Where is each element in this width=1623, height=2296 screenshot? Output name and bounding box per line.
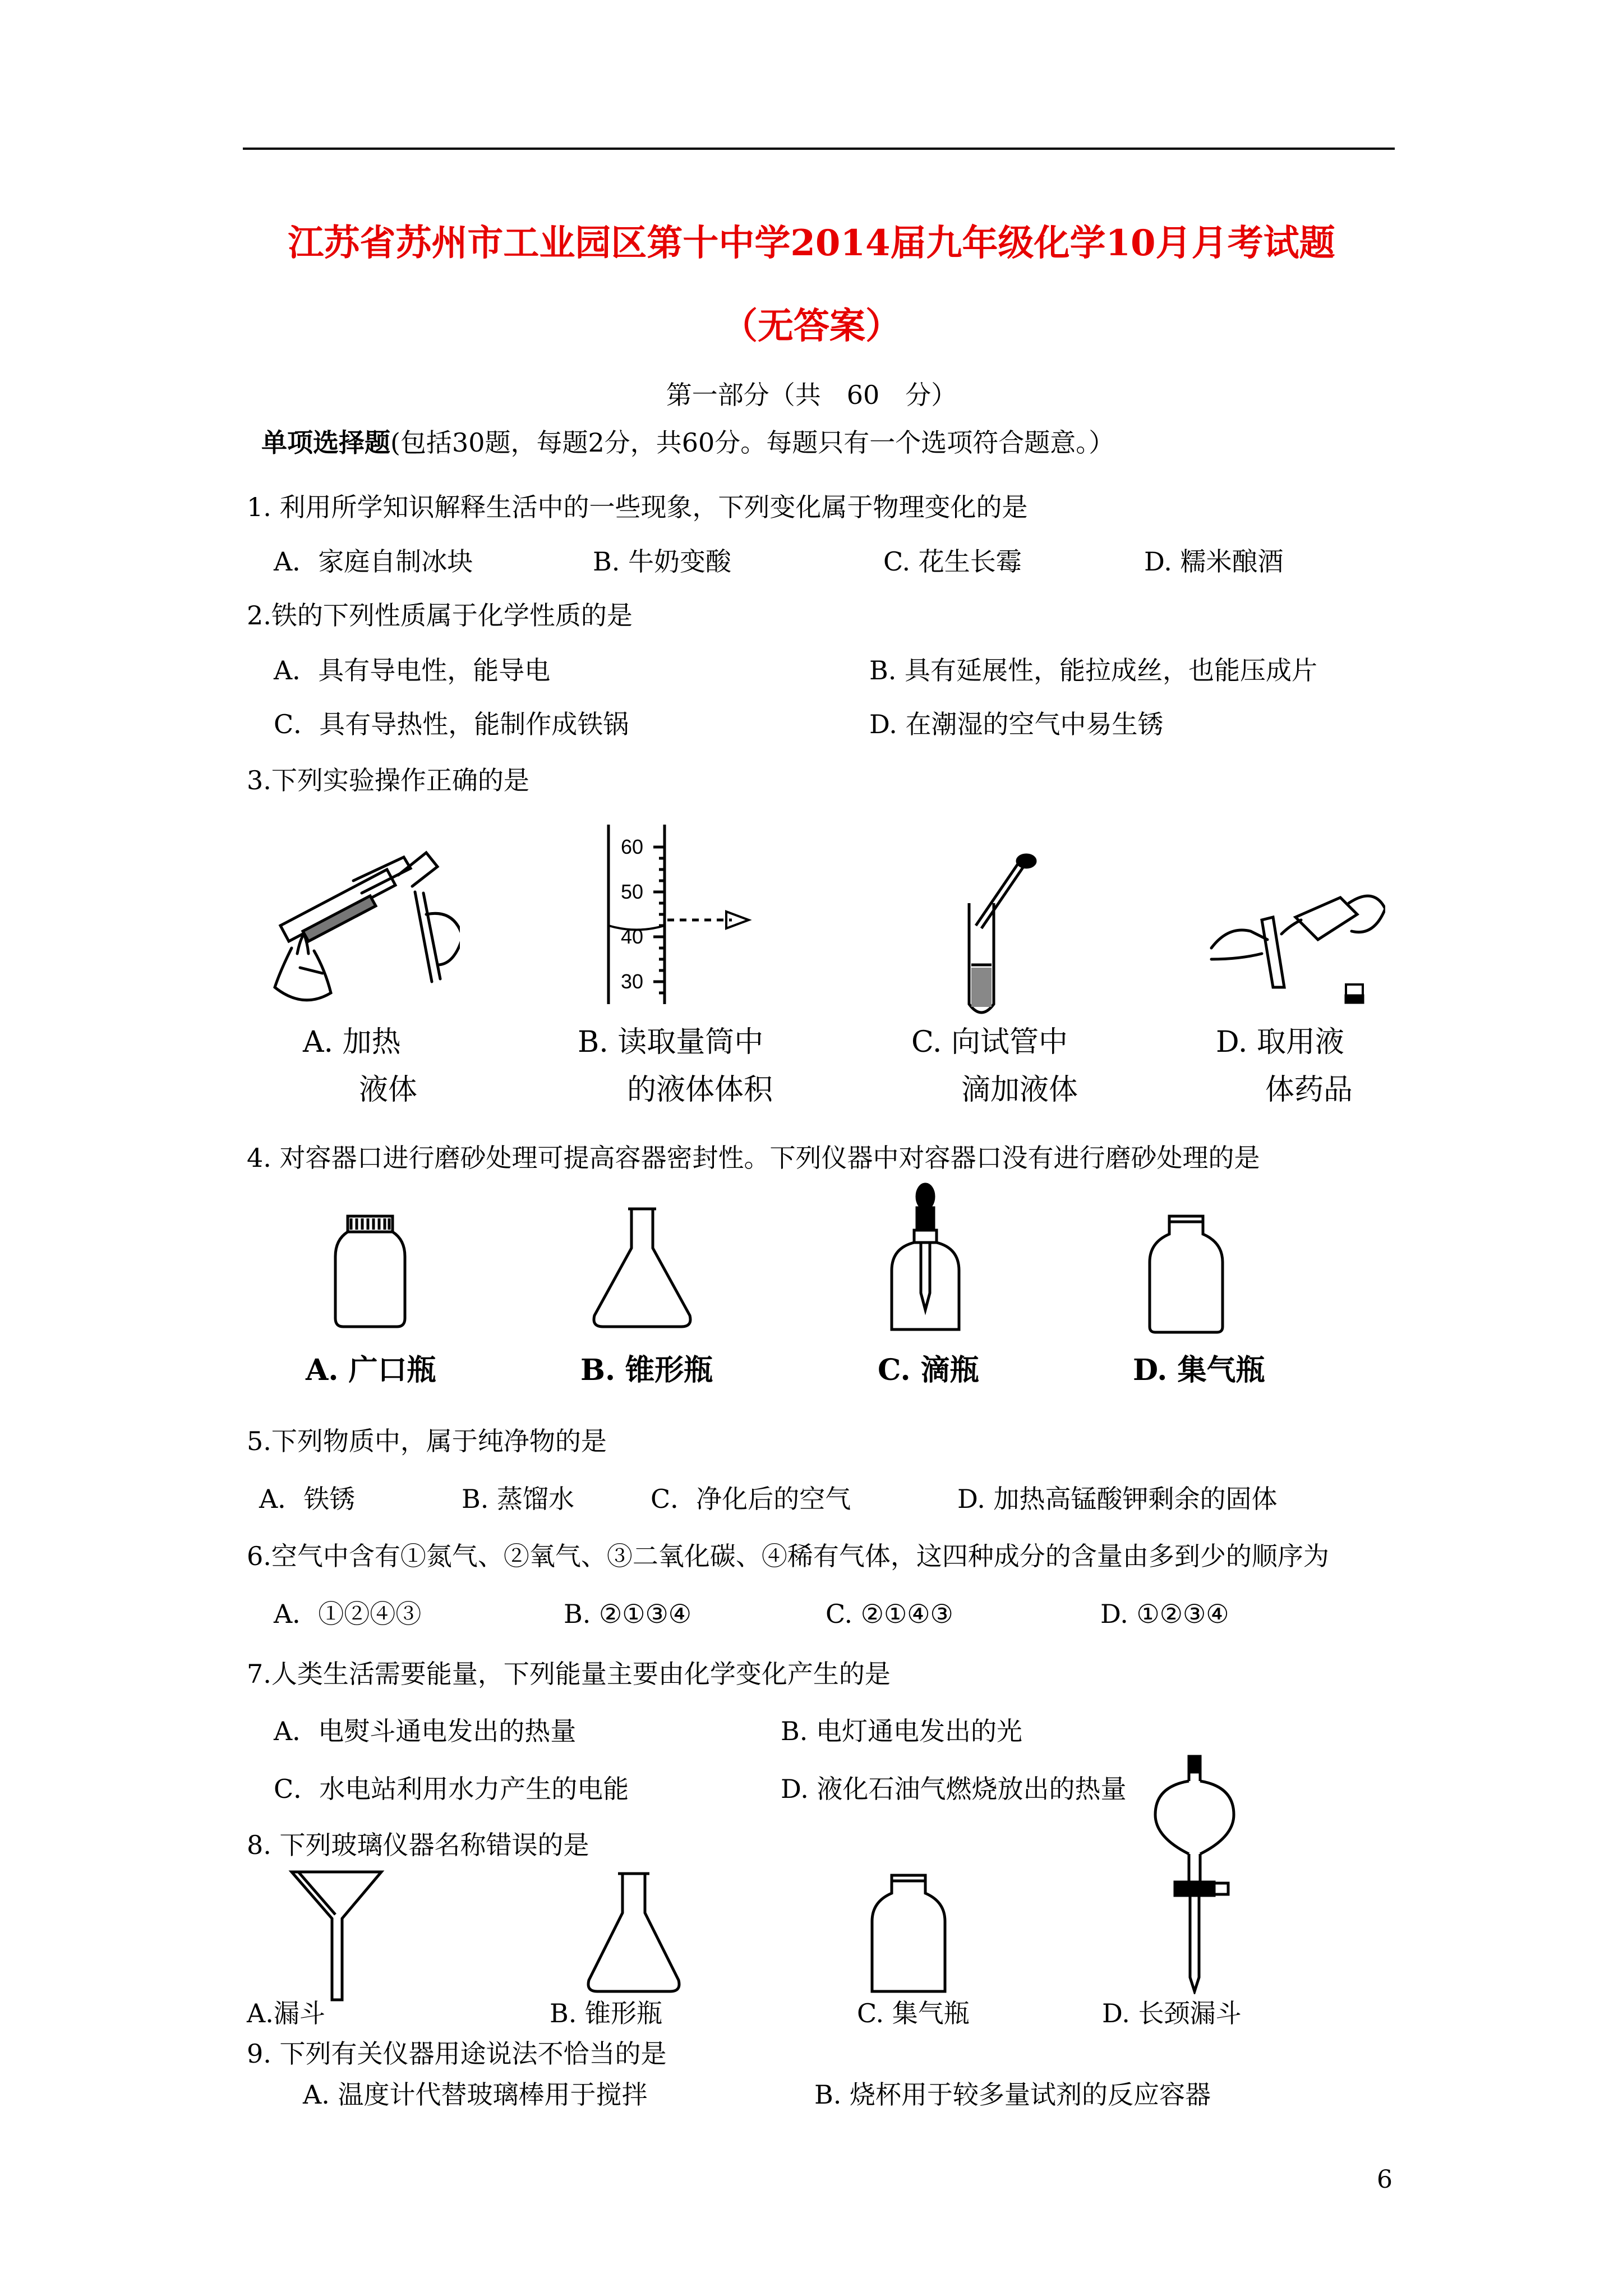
- separatory-funnel-figure: [1144, 1753, 1245, 1994]
- cylinder-tick-30: 30: [621, 970, 644, 993]
- q8-stem: 8. 下列玻璃仪器名称错误的是: [247, 1830, 589, 1860]
- pouring-liquid-figure: [1206, 886, 1385, 1021]
- cylinder-tick-50: 50: [621, 880, 644, 903]
- q2-option-b: B. 具有延展性，能拉成丝，也能压成片: [869, 655, 1318, 685]
- section-rest: (包括30题，每题2分，共60分。每题只有一个选项符合题意。）: [390, 427, 1115, 458]
- q5-option-b: B. 蒸馏水: [462, 1484, 575, 1514]
- q7-option-c: C．水电站利用水力产生的电能: [274, 1774, 629, 1804]
- q6-option-c: C. ②①④③: [826, 1599, 953, 1629]
- dropper-test-tube-figure: [953, 853, 1043, 1021]
- cylinder-tick-60: 60: [621, 835, 644, 858]
- q1-option-b: B. 牛奶变酸: [593, 546, 732, 577]
- exam-title-line2: （无答案）: [722, 305, 901, 347]
- q2-option-c: C．具有导热性，能制作成铁锅: [274, 709, 629, 739]
- q4-caption-a: A. 广口瓶: [306, 1353, 436, 1387]
- q3-caption-d1: D. 取用液: [1216, 1025, 1344, 1059]
- q7-stem: 7.人类生活需要能量，下列能量主要由化学变化产生的是: [247, 1659, 891, 1689]
- section-instructions: [261, 426, 1114, 459]
- q6-option-d: D. ①②③④: [1100, 1599, 1229, 1629]
- q1-option-d: D. 糯米酿酒: [1144, 546, 1284, 577]
- q2-option-d: D. 在潮湿的空气中易生锈: [869, 709, 1164, 739]
- dropper-bottle-figure: [886, 1181, 965, 1338]
- q7-option-b: B. 电灯通电发出的光: [781, 1716, 1023, 1746]
- funnel-figure: [286, 1865, 387, 2005]
- wide-mouth-bottle-figure: [331, 1212, 409, 1329]
- q3-caption-d2: 体药品: [1265, 1073, 1353, 1107]
- q6-option-a: A．①②④③: [274, 1599, 422, 1629]
- section-label: 单项选择题: [261, 427, 390, 458]
- q3-stem: 3.下列实验操作正确的是: [247, 765, 529, 795]
- exam-title-line1: 江苏省苏州市工业园区第十中学2014届九年级化学10月月考试题: [288, 222, 1335, 264]
- q5-option-d: D. 加热高锰酸钾剩余的固体: [957, 1484, 1278, 1514]
- q3-caption-b1: B. 读取量筒中: [578, 1025, 764, 1059]
- q3-caption-c2: 滴加液体: [961, 1073, 1078, 1107]
- cylinder-tick-40: 40: [621, 925, 644, 948]
- q3-caption-b2: 的液体体积: [627, 1073, 773, 1107]
- q9-option-a: A. 温度计代替玻璃棒用于搅拌: [303, 2079, 648, 2110]
- q8-caption-d: D. 长颈漏斗: [1102, 1998, 1242, 2028]
- q3-caption-c1: C. 向试管中: [911, 1025, 1068, 1059]
- q4-caption-c: C. 滴瓶: [878, 1353, 979, 1387]
- q6-option-b: B. ②①③④: [564, 1599, 692, 1629]
- q1-option-a: A．家庭自制冰块: [274, 546, 473, 577]
- gas-jar-figure: [1144, 1212, 1228, 1335]
- page-number: 6: [1377, 2165, 1393, 2194]
- q8-caption-a: A.漏斗: [247, 1998, 325, 2028]
- q9-stem: 9. 下列有关仪器用途说法不恰当的是: [247, 2039, 667, 2069]
- q7-option-d: D. 液化石油气燃烧放出的热量: [781, 1774, 1127, 1804]
- q5-stem: 5.下列物质中，属于纯净物的是: [247, 1426, 607, 1456]
- q4-caption-b: B. 锥形瓶: [580, 1353, 713, 1387]
- header-rule: [243, 148, 1395, 150]
- q2-stem: 2.铁的下列性质属于化学性质的是: [247, 600, 633, 631]
- q8-caption-b: B. 锥形瓶: [550, 1998, 663, 2028]
- conical-flask-figure-2: [583, 1868, 684, 1997]
- q5-option-c: C．净化后的空气: [651, 1484, 851, 1514]
- gas-jar-figure-2: [866, 1871, 951, 2000]
- q4-stem: 4. 对容器口进行磨砂处理可提高容器密封性。下列仪器中对容器口没有进行磨砂处理的是: [247, 1143, 1260, 1173]
- q6-stem: 6.空气中含有①氮气、②氧气、③二氧化碳、④稀有气体，这四种成分的含量由多到少的顺序为: [247, 1541, 1329, 1571]
- q3-caption-a1: A. 加热: [303, 1025, 401, 1059]
- q5-option-a: A．铁锈: [259, 1484, 356, 1514]
- part-heading: 第一部分（共 60 分）: [666, 380, 957, 410]
- graduated-cylinder-figure: [597, 819, 788, 1010]
- q3-caption-a2: 液体: [359, 1073, 418, 1107]
- q8-caption-c: C. 集气瓶: [857, 1998, 970, 2028]
- q9-option-b: B. 烧杯用于较多量试剂的反应容器: [814, 2079, 1211, 2110]
- q7-option-a: A．电熨斗通电发出的热量: [274, 1716, 577, 1746]
- q4-caption-d: D. 集气瓶: [1133, 1353, 1265, 1387]
- q1-stem: 1. 利用所学知识解释生活中的一些现象，下列变化属于物理变化的是: [247, 492, 1028, 522]
- q1-option-c: C. 花生长霉: [883, 546, 1022, 577]
- q2-option-a: A．具有导电性，能导电: [274, 655, 551, 685]
- conical-flask-figure: [589, 1203, 695, 1332]
- heating-liquid-figure: [269, 841, 460, 1010]
